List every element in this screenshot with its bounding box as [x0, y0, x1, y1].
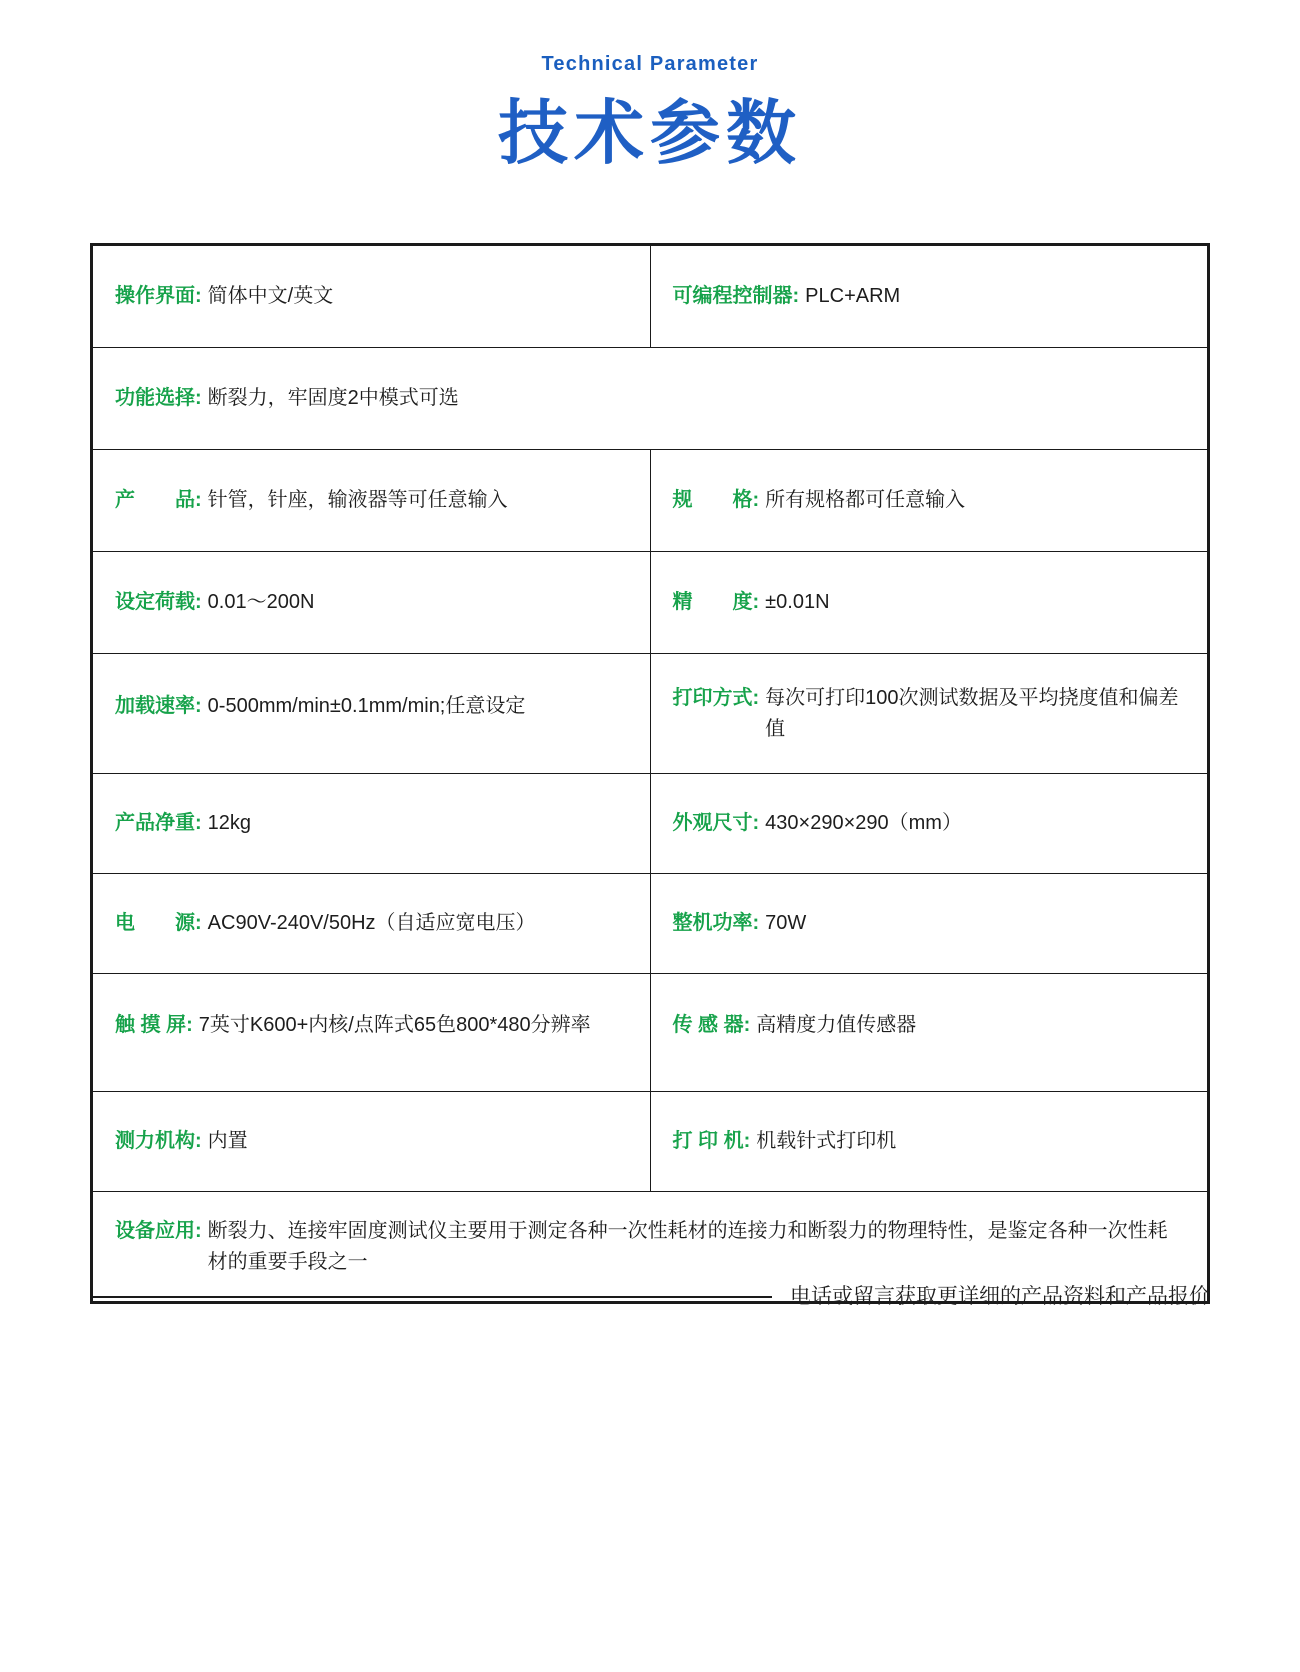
cell-value: 断裂力、连接牢固度测试仪主要用于测定各种一次性耗材的连接力和断裂力的物理特性，是鉴定各种一次性耗材的重要手段之一 — [207, 1219, 1168, 1273]
specification-table — [90, 243, 1210, 1304]
footer-note: 电话或留言获取更详细的产品资料和产品报价 — [790, 1285, 1210, 1308]
table-row — [93, 874, 1208, 974]
table-row — [93, 774, 1208, 874]
table-cell-loading-speed — [93, 654, 651, 774]
cell-value: AC90V-240V/50Hz（自适应宽电压） — [207, 912, 536, 934]
cell-value: PLC+ARM — [805, 285, 901, 307]
table-row — [93, 552, 1208, 654]
cell-label: 打 印 机: — [672, 1130, 751, 1152]
table-cell-power-supply — [93, 874, 651, 974]
table-row — [93, 348, 1208, 450]
cell-value: 70W — [765, 912, 807, 934]
cell-value: 内置 — [207, 1130, 248, 1152]
page-title: 技术参数 — [498, 94, 802, 172]
cell-label: 规 格: — [672, 489, 760, 511]
table-cell-specification — [650, 450, 1208, 552]
cell-label: 精 度: — [672, 591, 760, 613]
table-row — [93, 450, 1208, 552]
page-footer — [90, 1282, 1210, 1311]
cell-label: 产品净重: — [115, 812, 202, 834]
cell-label: 操作界面: — [115, 285, 202, 307]
cell-value: 7英寸K600+内核/点阵式65色800*480分辨率 — [198, 1013, 591, 1036]
cell-value: 断裂力，牢固度2中模式可选 — [207, 387, 459, 409]
table-cell-set-load — [93, 552, 651, 654]
cell-label: 功能选择: — [115, 387, 202, 409]
cell-label: 打印方式: — [672, 686, 760, 709]
table-cell-print-mode — [650, 654, 1208, 774]
table-cell-touch-screen — [93, 974, 651, 1092]
header-eyebrow: Technical Parameter — [541, 53, 759, 75]
table-cell-operation-interface — [93, 246, 651, 348]
table-row — [93, 974, 1208, 1092]
cell-value: 针管，针座，输液器等可任意输入 — [207, 489, 508, 511]
cell-label: 触 摸 屏: — [115, 1013, 193, 1036]
cell-label: 传 感 器: — [672, 1013, 751, 1036]
table-cell-printer — [650, 1092, 1208, 1192]
cell-value: 0-500mm/min±0.1mm/min;任意设定 — [207, 694, 526, 717]
table-cell-net-weight — [93, 774, 651, 874]
cell-value: 0.01～200N — [207, 591, 315, 613]
cell-label: 可编程控制器: — [672, 285, 800, 307]
table-cell-product — [93, 450, 651, 552]
cell-label: 电 源: — [115, 912, 202, 934]
page-header — [0, 0, 1300, 178]
cell-value: 430×290×290（mm） — [765, 812, 962, 834]
cell-value: ±0.01N — [765, 591, 830, 613]
cell-label: 设定荷载: — [115, 591, 202, 613]
cell-value: 简体中文/英文 — [207, 285, 334, 307]
cell-label: 加载速率: — [115, 694, 202, 717]
cell-label: 外观尺寸: — [672, 812, 760, 834]
table-cell-function-selection — [93, 348, 1208, 450]
table-cell-force-mechanism — [93, 1092, 651, 1192]
cell-value: 高精度力值传感器 — [756, 1013, 917, 1036]
table-cell-sensor — [650, 974, 1208, 1092]
cell-value: 12kg — [207, 812, 252, 834]
table-row — [93, 1092, 1208, 1192]
table-cell-machine-power — [650, 874, 1208, 974]
table-row — [93, 246, 1208, 348]
cell-value: 机载针式打印机 — [756, 1130, 897, 1152]
table-cell-dimensions — [650, 774, 1208, 874]
footer-divider — [90, 1296, 772, 1298]
cell-label: 设备应用: — [115, 1219, 202, 1242]
cell-value: 每次可打印100次测试数据及平均挠度值和偏差值 — [765, 686, 1179, 740]
table-cell-accuracy — [650, 552, 1208, 654]
table-row — [93, 654, 1208, 774]
table-cell-plc-controller — [650, 246, 1208, 348]
cell-value: 所有规格都可任意输入 — [765, 489, 966, 511]
cell-label: 产 品: — [115, 489, 202, 511]
cell-label: 整机功率: — [672, 912, 760, 934]
cell-label: 测力机构: — [115, 1130, 202, 1152]
